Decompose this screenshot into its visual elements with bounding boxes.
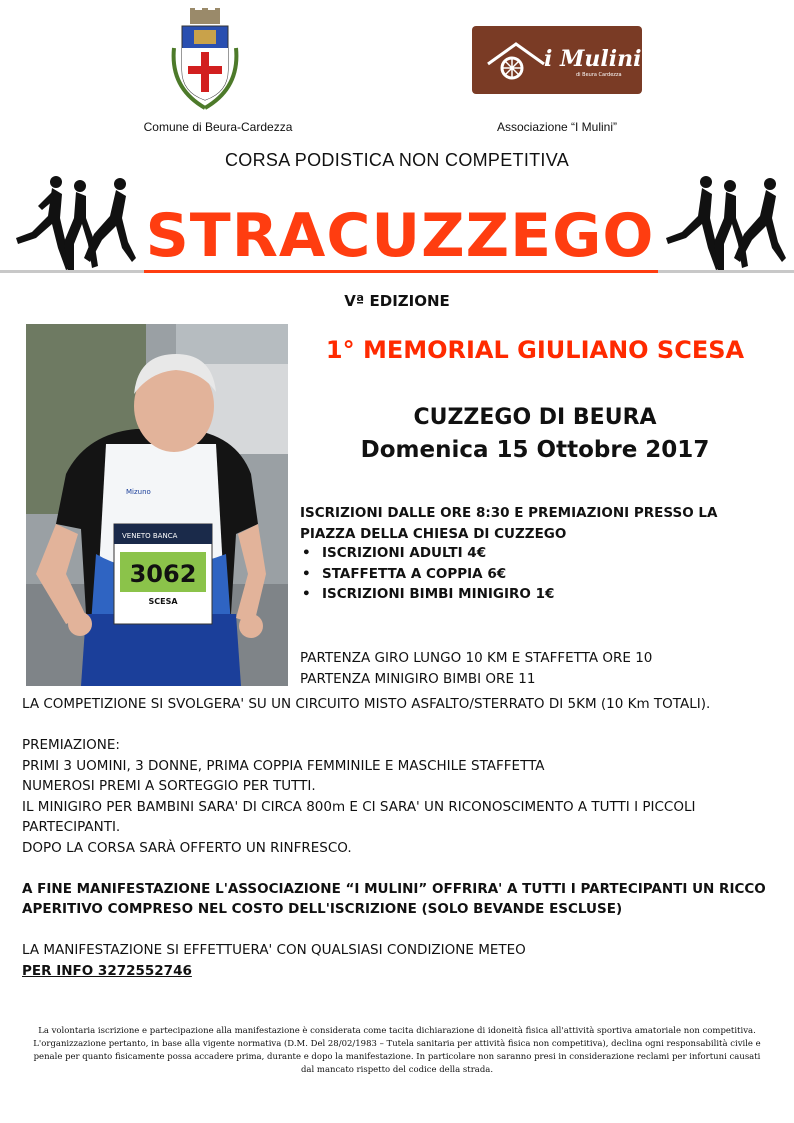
event-title: STRACUZZEGO: [145, 201, 655, 271]
prizes-title: PREMIAZIONE:: [22, 737, 120, 753]
circuit-text: LA COMPETIZIONE SI SVOLGERA' SU UN CIRCUITO MISTO ASFALTO/STERRATO DI 5KM (10 Km TOTALI).: [22, 696, 711, 712]
disclaimer: [30, 1025, 764, 1077]
weather-text: LA MANIFESTAZIONE SI EFFETTUERA' CON QUALSIASI CONDIZIONE METEO: [22, 942, 526, 958]
runners-silhouette-left-icon: [8, 172, 138, 272]
runner-photo: [26, 324, 288, 686]
body-text: [22, 694, 772, 981]
disclaimer-line-1: La volontaria iscrizione e partecipazione alla manifestazione è considerata come tacita dichiarazione di idoneità fisica all'attività sportiva amatoriale non competitiva.: [38, 1026, 756, 1036]
mulini-logo-subtext: di Beura Cardezza: [576, 72, 622, 78]
bib-number: 3062: [129, 560, 197, 588]
info-phone: PER INFO 3272552746: [22, 962, 192, 979]
disclaimer-line-2: L'organizzazione pertanto, in base alla vigente normativa (D.M. Del 28/02/1983 – Tutela sanitaria per attività fisica non competitiva), declina ogni responsabilità civile e penale per quanto fisicamente possa accadere prima, durante e dopo la manifestazione. In particolare non saranno presi in considerazione reclami per infortuni causati dal mancato rispetto del codice della strada.: [33, 1039, 761, 1075]
registration-intro: ISCRIZIONI DALLE ORE 8:30 E PREMIAZIONI PRESSO LA PIAZZA DELLA CHIESA DI CUZZEGO: [300, 505, 718, 542]
mulini-logo: [472, 26, 642, 94]
mulini-logo-text: i Mulini: [544, 46, 642, 72]
comune-caption: Comune di Beura-Cardezza: [143, 120, 293, 134]
aperitivo-text: A FINE MANIFESTAZIONE L'ASSOCIAZIONE “I MULINI” OFFRIRA' A TUTTI I PARTECIPANTI UN RICCO APERITIVO COMPRESO NEL COSTO DELL'ISCRIZIONE (SOLO BEVANDE ESCLUSE): [22, 880, 766, 917]
prizes-line-3: IL MINIGIRO PER BAMBINI SARA' DI CIRCA 800m E CI SARA' UN RICONOSCIMENTO A TUTTI I PICCOLI PARTECIPANTI.: [22, 798, 696, 835]
registration-item-adults: • ISCRIZIONI ADULTI 4€: [300, 543, 760, 564]
runner-photo-illustration: [26, 324, 288, 686]
registration-item-kids: • ISCRIZIONI BIMBI MINIGIRO 1€: [300, 584, 760, 605]
bib-sponsor: VENETO BANCA: [122, 532, 178, 540]
registration-item-relay: • STAFFETTA A COPPIA 6€: [300, 564, 760, 585]
prizes-line-4: DOPO LA CORSA SARÀ OFFERTO UN RINFRESCO.: [22, 839, 352, 856]
event-edition: Vª EDIZIONE: [344, 292, 450, 310]
runners-silhouette-right-icon: [658, 172, 788, 272]
prizes-line-2: NUMEROSI PREMI A SORTEGGIO PER TUTTI.: [22, 778, 316, 794]
prizes-line-1: PRIMI 3 UOMINI, 3 DONNE, PRIMA COPPIA FEMMINILE E MASCHILE STAFFETTA: [22, 757, 545, 774]
mill-wheel-icon: [486, 38, 546, 82]
associazione-caption: Associazione “I Mulini”: [496, 120, 618, 134]
event-date: Domenica 15 Ottobre 2017: [360, 437, 710, 463]
start-times: [300, 648, 770, 689]
shirt-brand: Mizuno: [126, 488, 151, 496]
event-subtitle: CORSA PODISTICA NON COMPETITIVA: [224, 150, 569, 170]
start-long-race: PARTENZA GIRO LUNGO 10 KM E STAFFETTA ORE 10: [300, 650, 653, 666]
comune-crest-icon: [170, 8, 240, 112]
bib-name: SCESA: [148, 597, 178, 606]
memorial-title: 1° MEMORIAL GIULIANO SCESA: [325, 336, 745, 364]
event-place: CUZZEGO DI BEURA: [413, 405, 657, 430]
registration-list: [300, 543, 760, 605]
start-kids-race: PARTENZA MINIGIRO BIMBI ORE 11: [300, 670, 536, 687]
